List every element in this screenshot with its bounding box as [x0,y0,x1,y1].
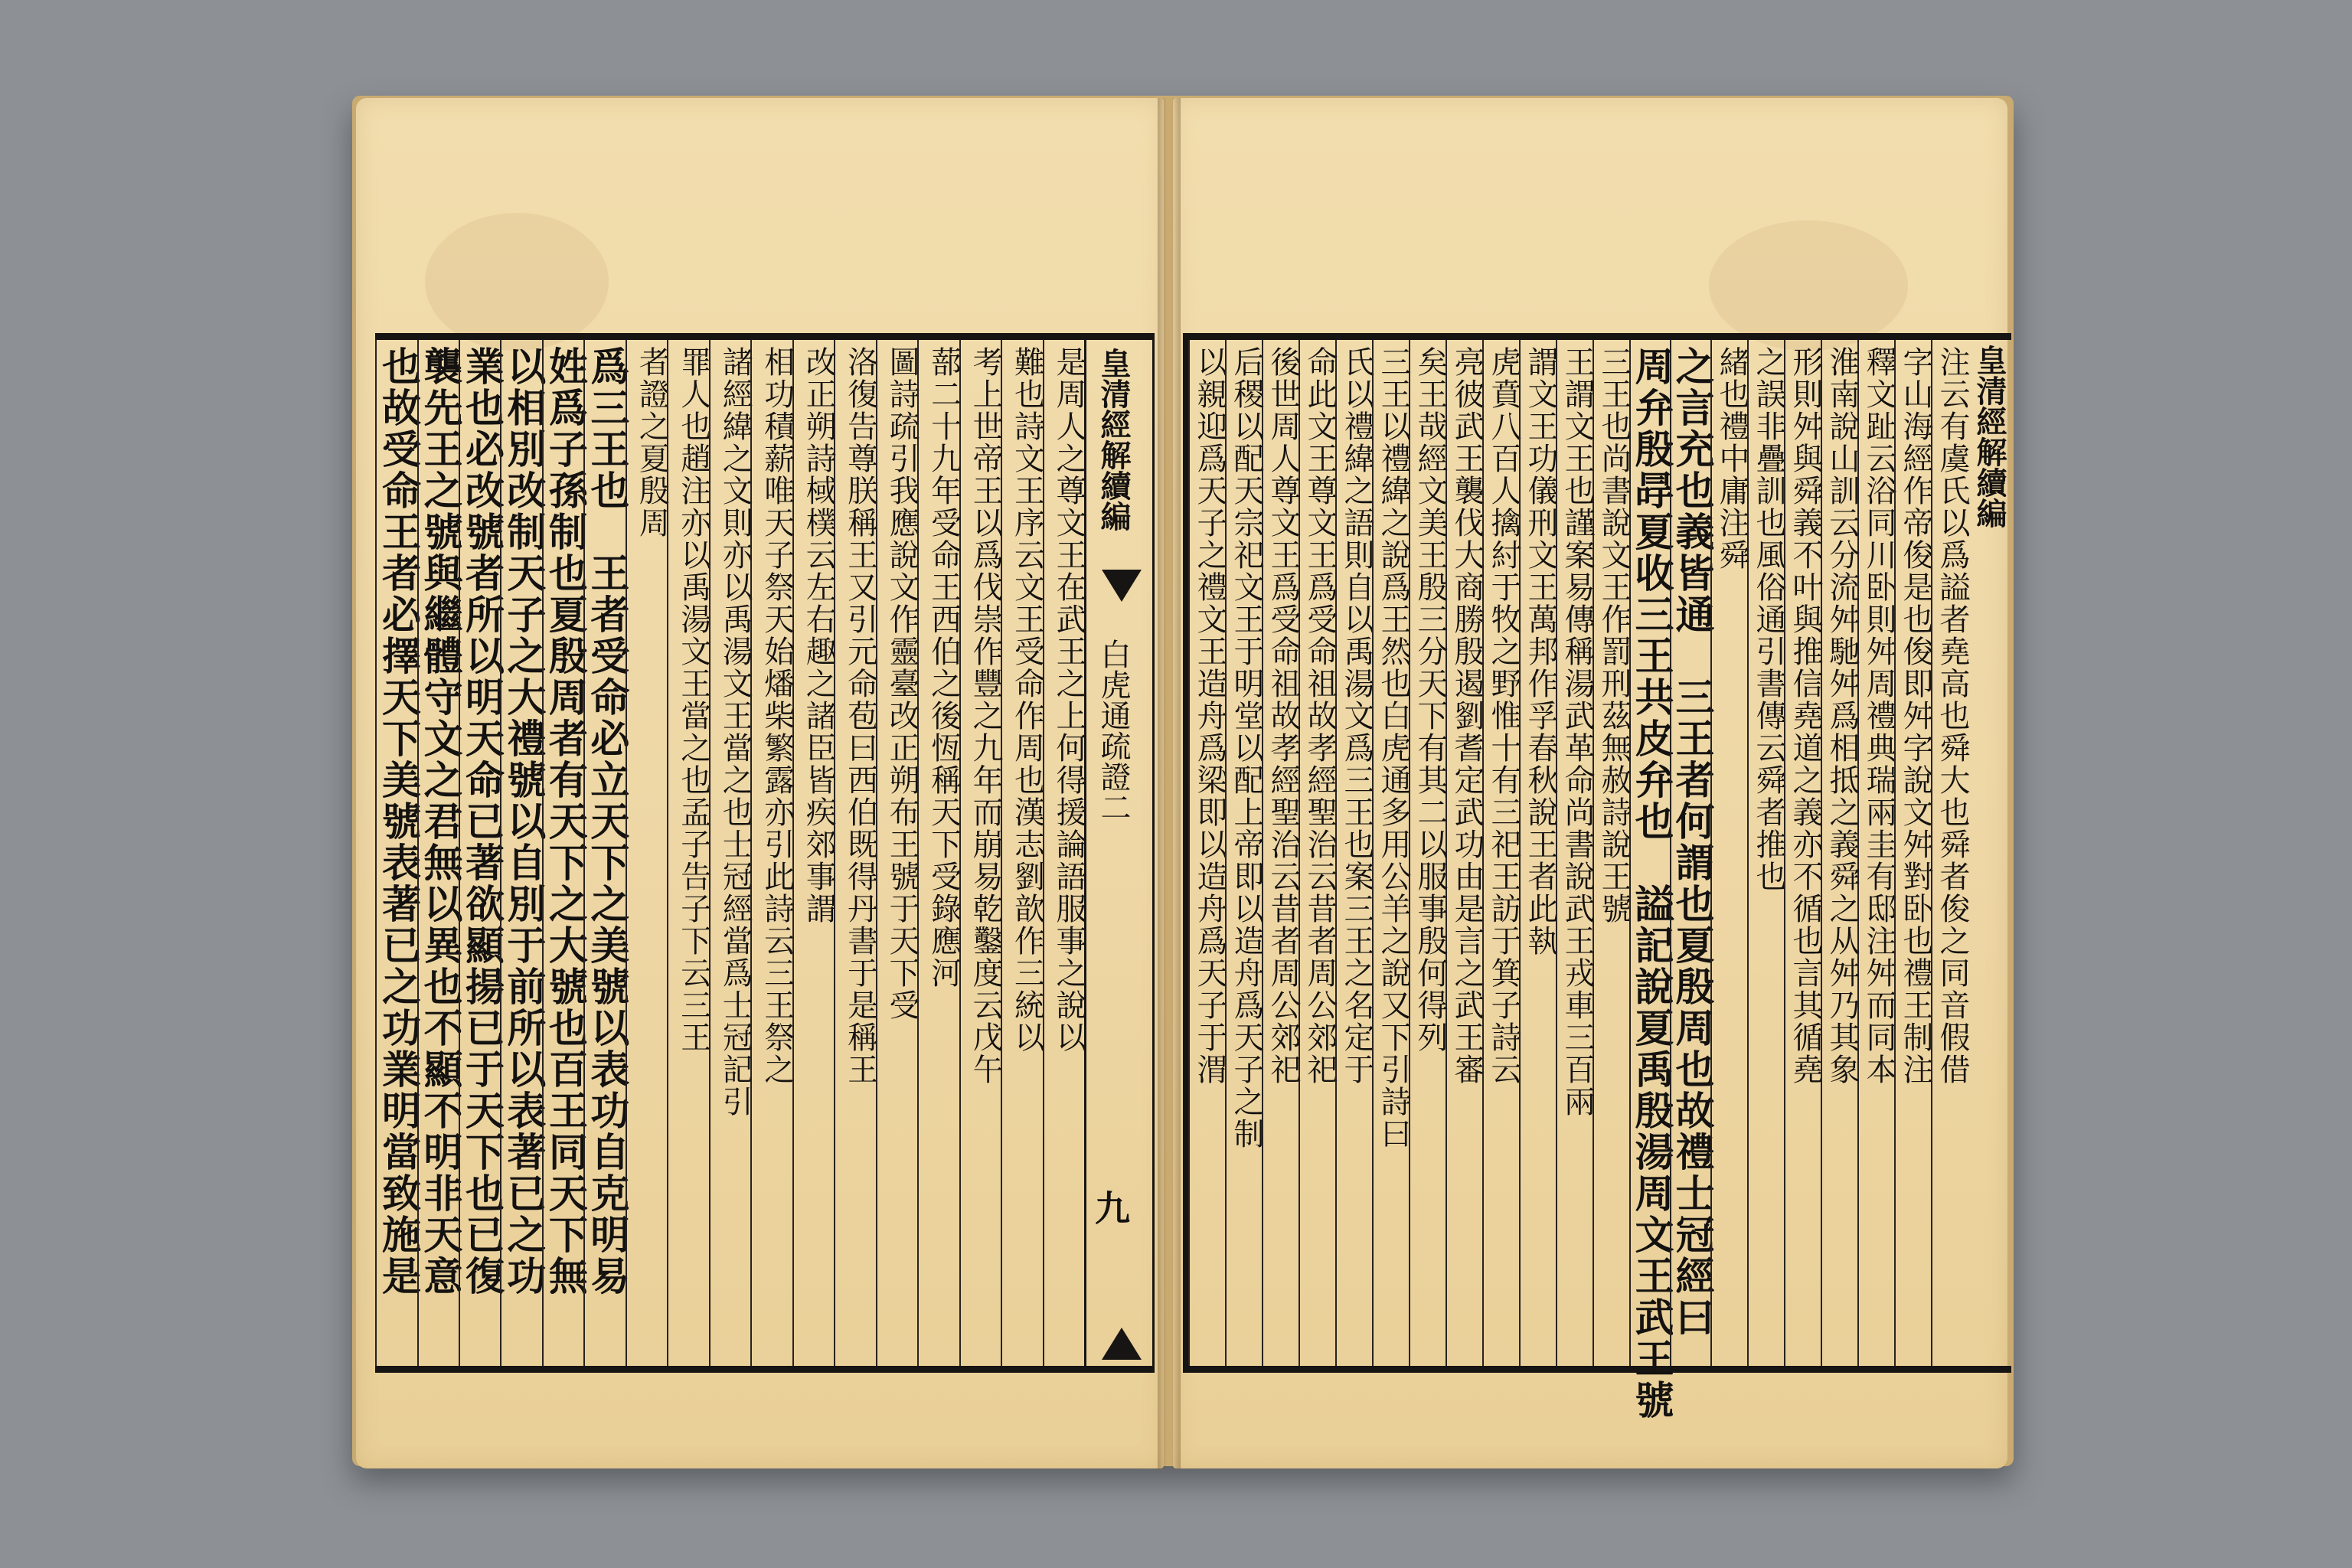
text-column: 爲三王也 王者受命必立天下之美號以表功自克明易 [583,340,625,1366]
text-column: 後世周人尊文王爲受命祖故孝經聖治云昔者周公郊祀 [1262,340,1298,1366]
text-column: 三王以禮緯之說爲王然也白虎通多用公羊之說又下引詩曰 [1372,340,1409,1366]
text-column: 淮南說山訓云分流舛馳舛爲相抵之義舜之从舛乃其象 [1821,340,1857,1366]
text-column: 罪人也趙注亦以禹湯文王當之也孟子告子下云三王 [667,340,708,1366]
left-text-columns [375,340,1155,1366]
right-text-frame [1183,333,2011,1421]
fishtail-mark-icon [1102,570,1142,602]
text-column: 亮彼武王襲伐大商勝殷遏劉耆定武功由是言之武王審 [1446,340,1482,1366]
text-column: 后稷以配天宗祀文王于明堂以配上帝即以造舟爲天子之制 [1225,340,1262,1366]
text-column: 也故受命王者必擇天下美號表著已之功業明當致施是 [375,340,416,1366]
text-column: 矣王哉經文美王殷三分天下有其二以服事殷何得列 [1409,340,1446,1366]
text-column: 是周人之尊文王在武王之上何得援論語服事之說以 [1043,340,1084,1366]
text-column: 考上世帝王以爲伐崇作豐之九年而崩易乾鑿度云戊午 [959,340,1001,1366]
text-column: 周弁殷冔夏收三王共皮弁也 謚記說夏禹殷湯周文王武王號 [1629,340,1670,1366]
section-title: 白虎通疏證二 [1096,639,1131,822]
text-column: 謂文王功儀刑文王萬邦作孚春秋說王者此執 [1519,340,1556,1366]
text-column: 王謂文王也謹案易傳稱湯武革命尚書說武王戎車三百兩 [1556,340,1592,1366]
text-column: 者證之夏殷周 [626,340,667,1366]
text-column: 釋文趾云浴同川卧則舛周禮典瑞兩圭有邸注舛而同本 [1857,340,1894,1366]
right-text-columns [1188,340,2011,1421]
text-column: 字山海經作帝俊是也俊即舛字說文舛對卧也禮王制注 [1894,340,1931,1366]
text-column: 形則舛與舜義不叶與推信堯道之義亦不循也言其循堯 [1784,340,1821,1366]
text-column: 命此文王尊文王爲受命祖故孝經聖治云昔者周公郊祀 [1298,340,1335,1366]
text-column: 洛復告尊朕稱王又引元命苞曰西伯既得丹書于是稱王 [834,340,875,1366]
text-column: 姓爲子孫制也夏殷周者有天下之大號也百王同天下無 [542,340,583,1366]
text-column: 注云有虞氏以爲謚者堯高也舜大也舜者俊之同音假借 [1931,340,1968,1366]
text-column: 圖詩疏引我應說文作靈臺改正朔布王號于天下受 [876,340,917,1366]
text-column: 氏以禮緯之語則自以禹湯文爲三王也案三王之名定于 [1335,340,1372,1366]
text-column: 虎賁八百人擒紂于牧之野惟十有三祀王訪于箕子詩云 [1482,340,1519,1366]
text-column: 以親迎爲天子之禮文王造舟爲梁即以造舟爲天子于渭 [1188,340,1225,1366]
text-column: 以相別改制天子之大禮號以自別于前所以表著已之功 [500,340,541,1366]
spine-title: 皇清經解續編 [1971,345,2007,528]
text-column: 緒也禮中庸注舜 [1710,340,1747,1366]
text-column: 襲先王之號與繼體守文之君無以異也不顯不明非天意 [417,340,459,1366]
text-column: 諸經緯之文則亦以禹湯文王當之也士冠經當爲士冠記引 [709,340,750,1366]
paper-stain [1709,220,1908,351]
text-column: 難也詩文王序云文王受命作周也漢志劉歆作三統以 [1001,340,1042,1366]
left-text-frame [375,333,1155,1373]
book-title: 皇清經解續編 [1096,348,1132,531]
text-column: 三王也尚書說文王作罰刑茲無赦詩說王號 [1592,340,1629,1366]
text-column: 業也必改號者所以明天命已著欲顯揚已于天下也已復 [459,340,500,1366]
folio-bar [1084,340,1155,1366]
text-column: 改正朔詩棫樸云左右趣之諸臣皆疾郊事謂 [792,340,834,1366]
book-gutter [1158,98,1181,1468]
fishtail-mark-icon [1102,1328,1142,1360]
text-column: 蔀二十九年受命王西伯之後恆稱天下受錄應河 [917,340,959,1366]
text-column: 之誤非疊訓也風俗通引書傳云舜者推也 [1747,340,1784,1366]
paper-stain [425,213,609,351]
text-column: 相功積薪唯天子祭天始燔柴繁露亦引此詩云三王祭之 [750,340,792,1366]
page-number: 九 [1089,1190,1131,1225]
text-column: 之言充也義皆通 三王者何謂也夏殷周也故禮士冠經曰 [1670,340,1710,1366]
